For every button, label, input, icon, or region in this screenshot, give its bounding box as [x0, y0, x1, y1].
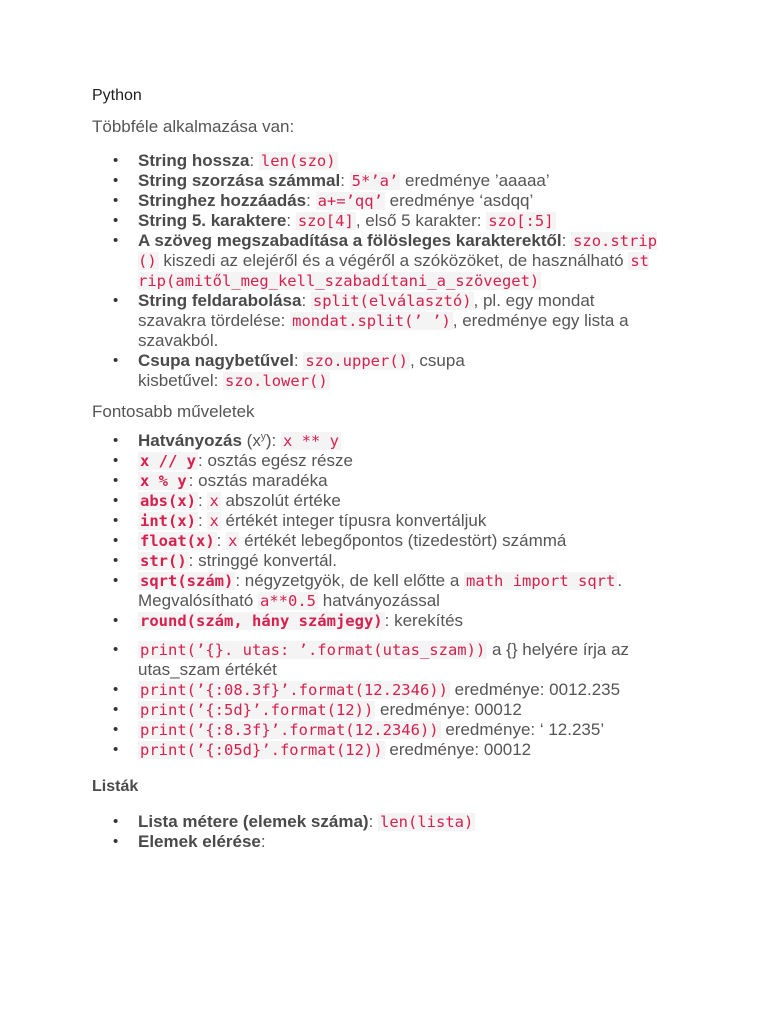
code-snippet: abs(x) [140, 492, 196, 510]
item-text: : stringgé konvertál. [188, 551, 338, 570]
code-snippet: szo.strip() [138, 232, 658, 270]
separator: : [260, 832, 266, 851]
code-snippet: len(szo) [260, 152, 336, 170]
doc-title: Python [92, 87, 142, 104]
item-label: Elemek elérése [138, 832, 261, 851]
code-snippet: szo[:5] [488, 212, 554, 230]
item-text: értékét lebegőpontos (tizedestört) számmá [239, 531, 567, 550]
code-snippet: szo.upper() [305, 352, 408, 370]
code-snippet: szo[4] [297, 212, 354, 230]
list-item [92, 351, 538, 391]
list-item [92, 611, 683, 631]
item-text: : osztás maradéka [188, 471, 328, 490]
item-text: : osztás egész része [198, 451, 353, 470]
item-text: : [216, 531, 227, 550]
item-label: String 5. karaktere [138, 211, 287, 230]
item-text: eredménye: 00012 [384, 740, 532, 759]
item-text: eredménye ‘asdqq’ [384, 191, 534, 210]
code-snippet: x [209, 492, 219, 510]
code-snippet: x [209, 512, 219, 530]
code-snippet: x // y [140, 452, 196, 470]
item-label: String szorzása számmal [138, 171, 341, 190]
separator: : [340, 171, 350, 190]
item-text: : [198, 491, 208, 510]
code-snippet: x [228, 532, 238, 550]
list-item [92, 291, 658, 351]
item-text: : [198, 511, 208, 530]
code-snippet: x ** y [282, 432, 339, 450]
code-snippet: a+=’qq’ [317, 192, 383, 210]
item-label: Hatványozás [138, 431, 242, 450]
item-text: eredménye: 00012 [375, 700, 522, 719]
separator: : [249, 151, 259, 170]
item-text: ): [265, 431, 281, 450]
code-snippet: a**0.5 [260, 592, 317, 610]
section-title-operations: Fontosabb műveletek [92, 402, 255, 421]
code-snippet: print(’{}. utas: ’.format(utas_szam)) [140, 641, 486, 659]
list-item [92, 571, 683, 611]
separator: : [286, 211, 296, 230]
separator: : [301, 291, 311, 310]
list-item [92, 832, 683, 852]
code-snippet: szo.lower() [225, 372, 328, 390]
operations-list [92, 431, 692, 631]
item-label: String feldarabolása [138, 291, 302, 310]
list-item [92, 720, 683, 740]
code-snippet: round(szám, hány számjegy) [140, 612, 383, 630]
list-item [92, 171, 683, 191]
code-snippet: print(’{:5d}’.format(12)) [140, 701, 374, 719]
code-snippet: int(x) [140, 512, 196, 530]
list-item [92, 740, 683, 760]
list-item [92, 211, 683, 231]
list-item [92, 471, 683, 491]
document-page [92, 85, 692, 852]
code-snippet: str() [140, 552, 187, 570]
code-snippet: sqrt(szám) [140, 572, 234, 590]
list-item [92, 700, 683, 720]
item-text: hatványozással [318, 591, 440, 610]
item-text: kiszedi az elejéről és a végéről a szóközöket, de használható [158, 251, 629, 270]
code-snippet: print(’{:8.3f}’.format(12.2346)) [140, 721, 439, 739]
item-label: Csupa nagybetűvel [138, 351, 294, 370]
item-label: Lista métere (elemek száma) [138, 812, 369, 831]
list-item [92, 551, 683, 571]
superscript: y [260, 431, 266, 443]
separator: : [306, 191, 316, 210]
item-label: String hossza [138, 151, 250, 170]
item-text: : négyzetgyök, de kell előtte a [235, 571, 465, 590]
code-snippet: strip(amitől_meg_kell_szabadítani_a_szöveget) [138, 252, 650, 290]
list-item [92, 511, 683, 531]
item-text: eredménye ’aaaaa’ [400, 171, 550, 190]
separator: : [561, 231, 572, 250]
code-snippet: float(x) [140, 532, 215, 550]
code-snippet: x % y [140, 472, 187, 490]
item-text: , első 5 karakter: [355, 211, 487, 230]
code-snippet: mondat.split(’ ’) [292, 312, 451, 330]
format-ops-list [92, 640, 692, 760]
string-ops-list [92, 151, 692, 391]
item-label: A szöveg megszabadítása a fölösleges karakterektől [138, 231, 562, 250]
list-item [92, 812, 683, 832]
lists-list [92, 812, 692, 852]
list-item [92, 531, 683, 551]
item-text: , csupa kisbetűvel: [138, 351, 465, 390]
item-text: , pl. egy mondat szavakra tördelése: [138, 291, 595, 330]
list-item [92, 491, 683, 511]
separator: : [293, 351, 304, 370]
code-snippet: print(’{:08.3f}’.format(12.2346)) [140, 681, 448, 699]
item-text: . Megvalósítható [138, 571, 623, 610]
list-item [92, 451, 683, 471]
code-snippet: split(elválasztó) [312, 292, 472, 310]
code-snippet: math import sqrt [466, 572, 616, 590]
item-text: , eredménye egy lista a szavakból. [138, 311, 629, 350]
item-text: eredménye: ‘ 12.235’ [440, 720, 605, 739]
item-text: (x [241, 431, 261, 450]
code-snippet: print(’{:05d}’.format(12)) [140, 741, 383, 759]
list-item [92, 231, 658, 291]
item-text: eredménye: 0012.235 [449, 680, 621, 699]
list-item [92, 431, 683, 451]
intro-text: Többféle alkalmazása van: [92, 117, 295, 136]
item-text: : kerekítés [384, 611, 464, 630]
list-item [92, 191, 683, 211]
item-text: abszolút értéke [220, 491, 341, 510]
separator: : [368, 812, 379, 831]
item-text: értékét integer típusra konvertáljuk [220, 511, 487, 530]
code-snippet: 5*’a’ [351, 172, 399, 190]
list-item [92, 151, 683, 171]
item-label: Stringhez hozzáadás [138, 191, 307, 210]
list-item [92, 640, 683, 680]
item-text: a {} helyére írja az utas_szam értékét [138, 640, 630, 679]
code-snippet: len(lista) [380, 813, 474, 831]
list-item [92, 680, 683, 700]
section-title-lists: Listák [92, 778, 139, 795]
